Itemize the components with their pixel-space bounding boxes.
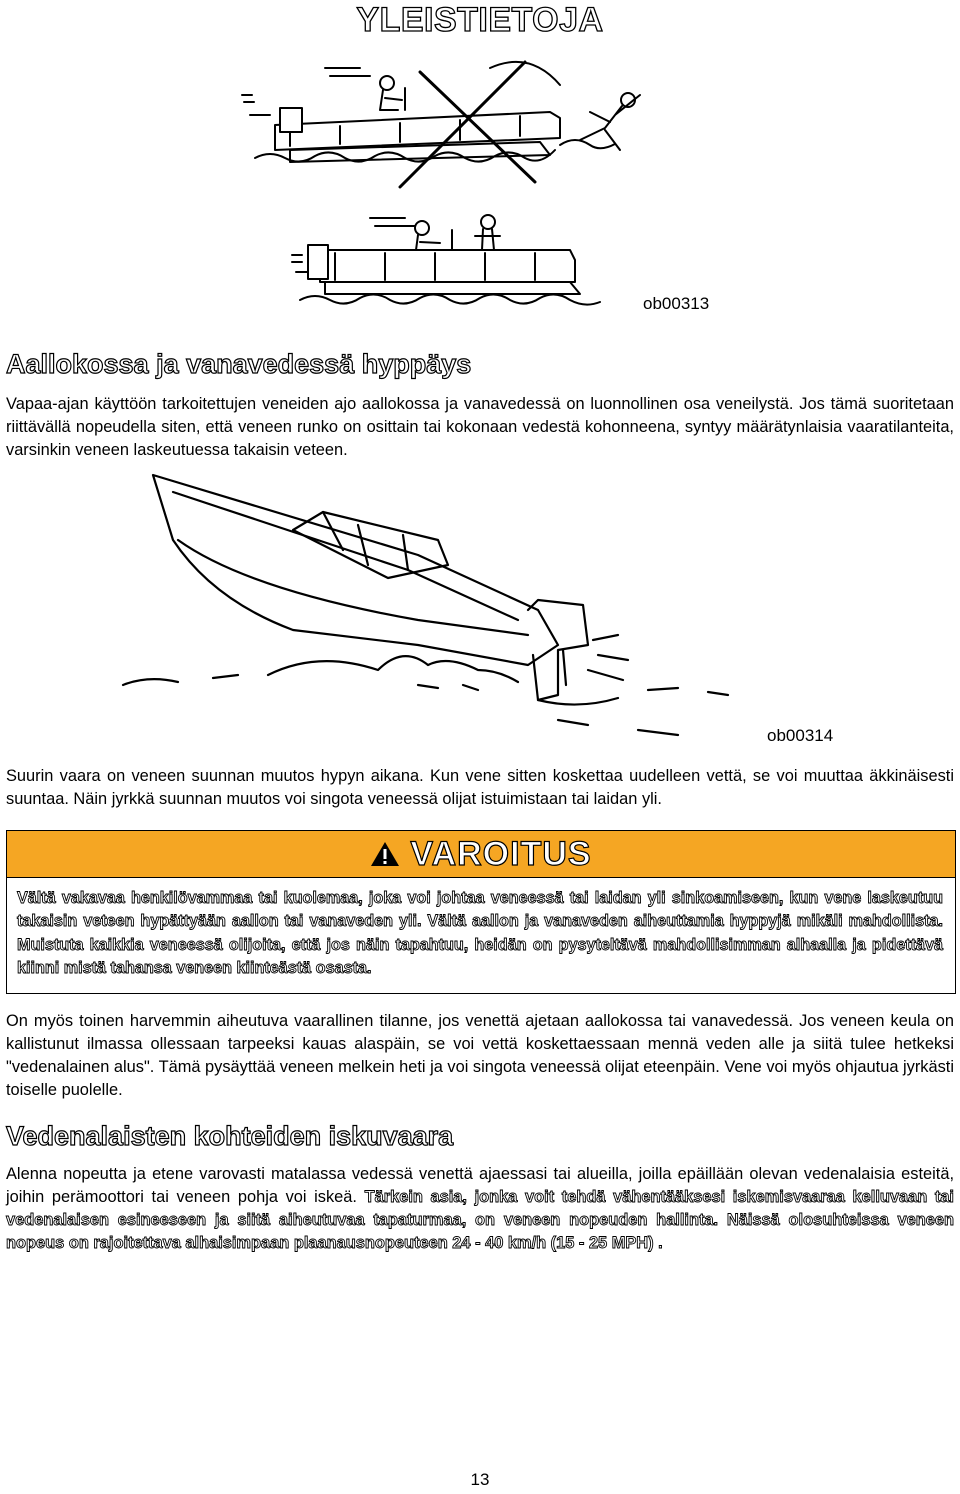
warning-title: VAROITUS bbox=[410, 834, 592, 873]
pontoon-boat-illustration bbox=[230, 50, 660, 315]
paragraph-underwater-impact bbox=[6, 1163, 954, 1255]
section-heading-underwater-impact: Vedenalaisten kohteiden iskuvaara bbox=[6, 1121, 454, 1151]
thrown-person bbox=[560, 93, 640, 150]
warning-text: Vältä vakavaa henkilövammaa tai kuolemaa, joka voi johtaa veneessä tai laidan yli sinkoamiseen, kun vene laskeutuu takaisin veteen hypättyään aallon tai vanaveden yli. Vältä aallon ja vanaveden aiheuttamia hyppyjä mikäli mahdollista. Muistuta kaikkia veneessä olijoita, että jos näin tapahtuu, heidän on pysyteltävä mahdollisimman alhaalla ja pidettävä kiinni mistä tahansa veneen kiinteästä osasta. bbox=[17, 889, 943, 978]
prohibited-cross bbox=[400, 62, 535, 187]
water-waves bbox=[123, 656, 728, 735]
paragraph-submarine-effect: On myös toinen harvemmin aiheutuva vaarallinen tilanne, jos venettä ajetaan aallokossa tai vanavedessä. Jos veneen keula on kallistunut ilmassa ollessaan tarpeeksi kauas alaspäin, se voi vettä koskettaessaan mennä veden alle ja siitä tulee hetkeksi "vedenalainen alus". Tämä pysäyttää veneen melkein heti ja voi singota veneessä olijat eteenpäin. Vene voi myös ohjautua jyrkästi toiselle puolelle. bbox=[6, 1012, 954, 1099]
paragraph-underwater-impact-normal: Alenna nopeutta ja etene varovasti matalassa vedessä venettä ajaessasi tai alueilla, joilla epäillään olevan vedenalaisia esteitä, joihin perämoottori tai veneen pohja voi iskeä. bbox=[6, 1165, 954, 1206]
warning-triangle-icon bbox=[370, 840, 400, 868]
airborne-boat-illustration bbox=[118, 470, 758, 750]
boat-windshield bbox=[293, 512, 448, 578]
page-number: 13 bbox=[470, 1470, 490, 1489]
outboard-motor bbox=[528, 600, 588, 700]
paragraph-direction-change: Suurin vaara on veneen suunnan muutos hypyn aikana. Kun vene sitten koskettaa uudelleen vettä, se voi muuttaa äkkinäisesti suuntaa. Näin jyrkkä suunnan muutos voi singota veneessä olijat istuimistaan tai laidan yli. bbox=[6, 767, 954, 808]
upper-boat-hull bbox=[275, 112, 560, 150]
lower-waves bbox=[300, 294, 600, 304]
figure-id-ob00314: ob00314 bbox=[767, 726, 834, 745]
figure-id-ob00313: ob00313 bbox=[643, 294, 710, 313]
speed-lines-upper bbox=[242, 68, 370, 115]
paragraph-underwater-impact-emphasis: Tärkein asia, jonka voit tehdä vähentääksesi iskemisvaaraa kelluvaan tai vedenalaisen esineeseen ja siitä aiheutuvaa tapaturmaa, on veneen nopeuden hallinta. Näissä olosuhteissa veneen nopeus on rajoitettava alhaisimpaan plaanausnopeuteen 24 - 40 km/h (15 - 25 MPH) . bbox=[6, 1188, 954, 1252]
warning-box bbox=[6, 830, 956, 994]
lower-boat-hull bbox=[320, 250, 575, 282]
page-title: YLEISTIETOJA bbox=[356, 1, 604, 39]
warning-header bbox=[7, 831, 955, 878]
boat-hull bbox=[153, 475, 558, 665]
section-heading-wave-jumping: Aallokossa ja vanavedessä hyppäys bbox=[6, 349, 472, 379]
paragraph-wave-jumping: Vapaa-ajan käyttöön tarkoitettujen veneiden ajo aallokossa ja vanavedessä on luonnollinen osa veneilystä. Jos tämä suoritetaan riittävällä nopeudella siten, että veneen runko on osittain tai kokonaan vedestä kohonneena, syntyy määrätynlaisia vaaratilanteita, varsinkin veneen laskeutuessa takaisin veteen. bbox=[6, 395, 954, 459]
